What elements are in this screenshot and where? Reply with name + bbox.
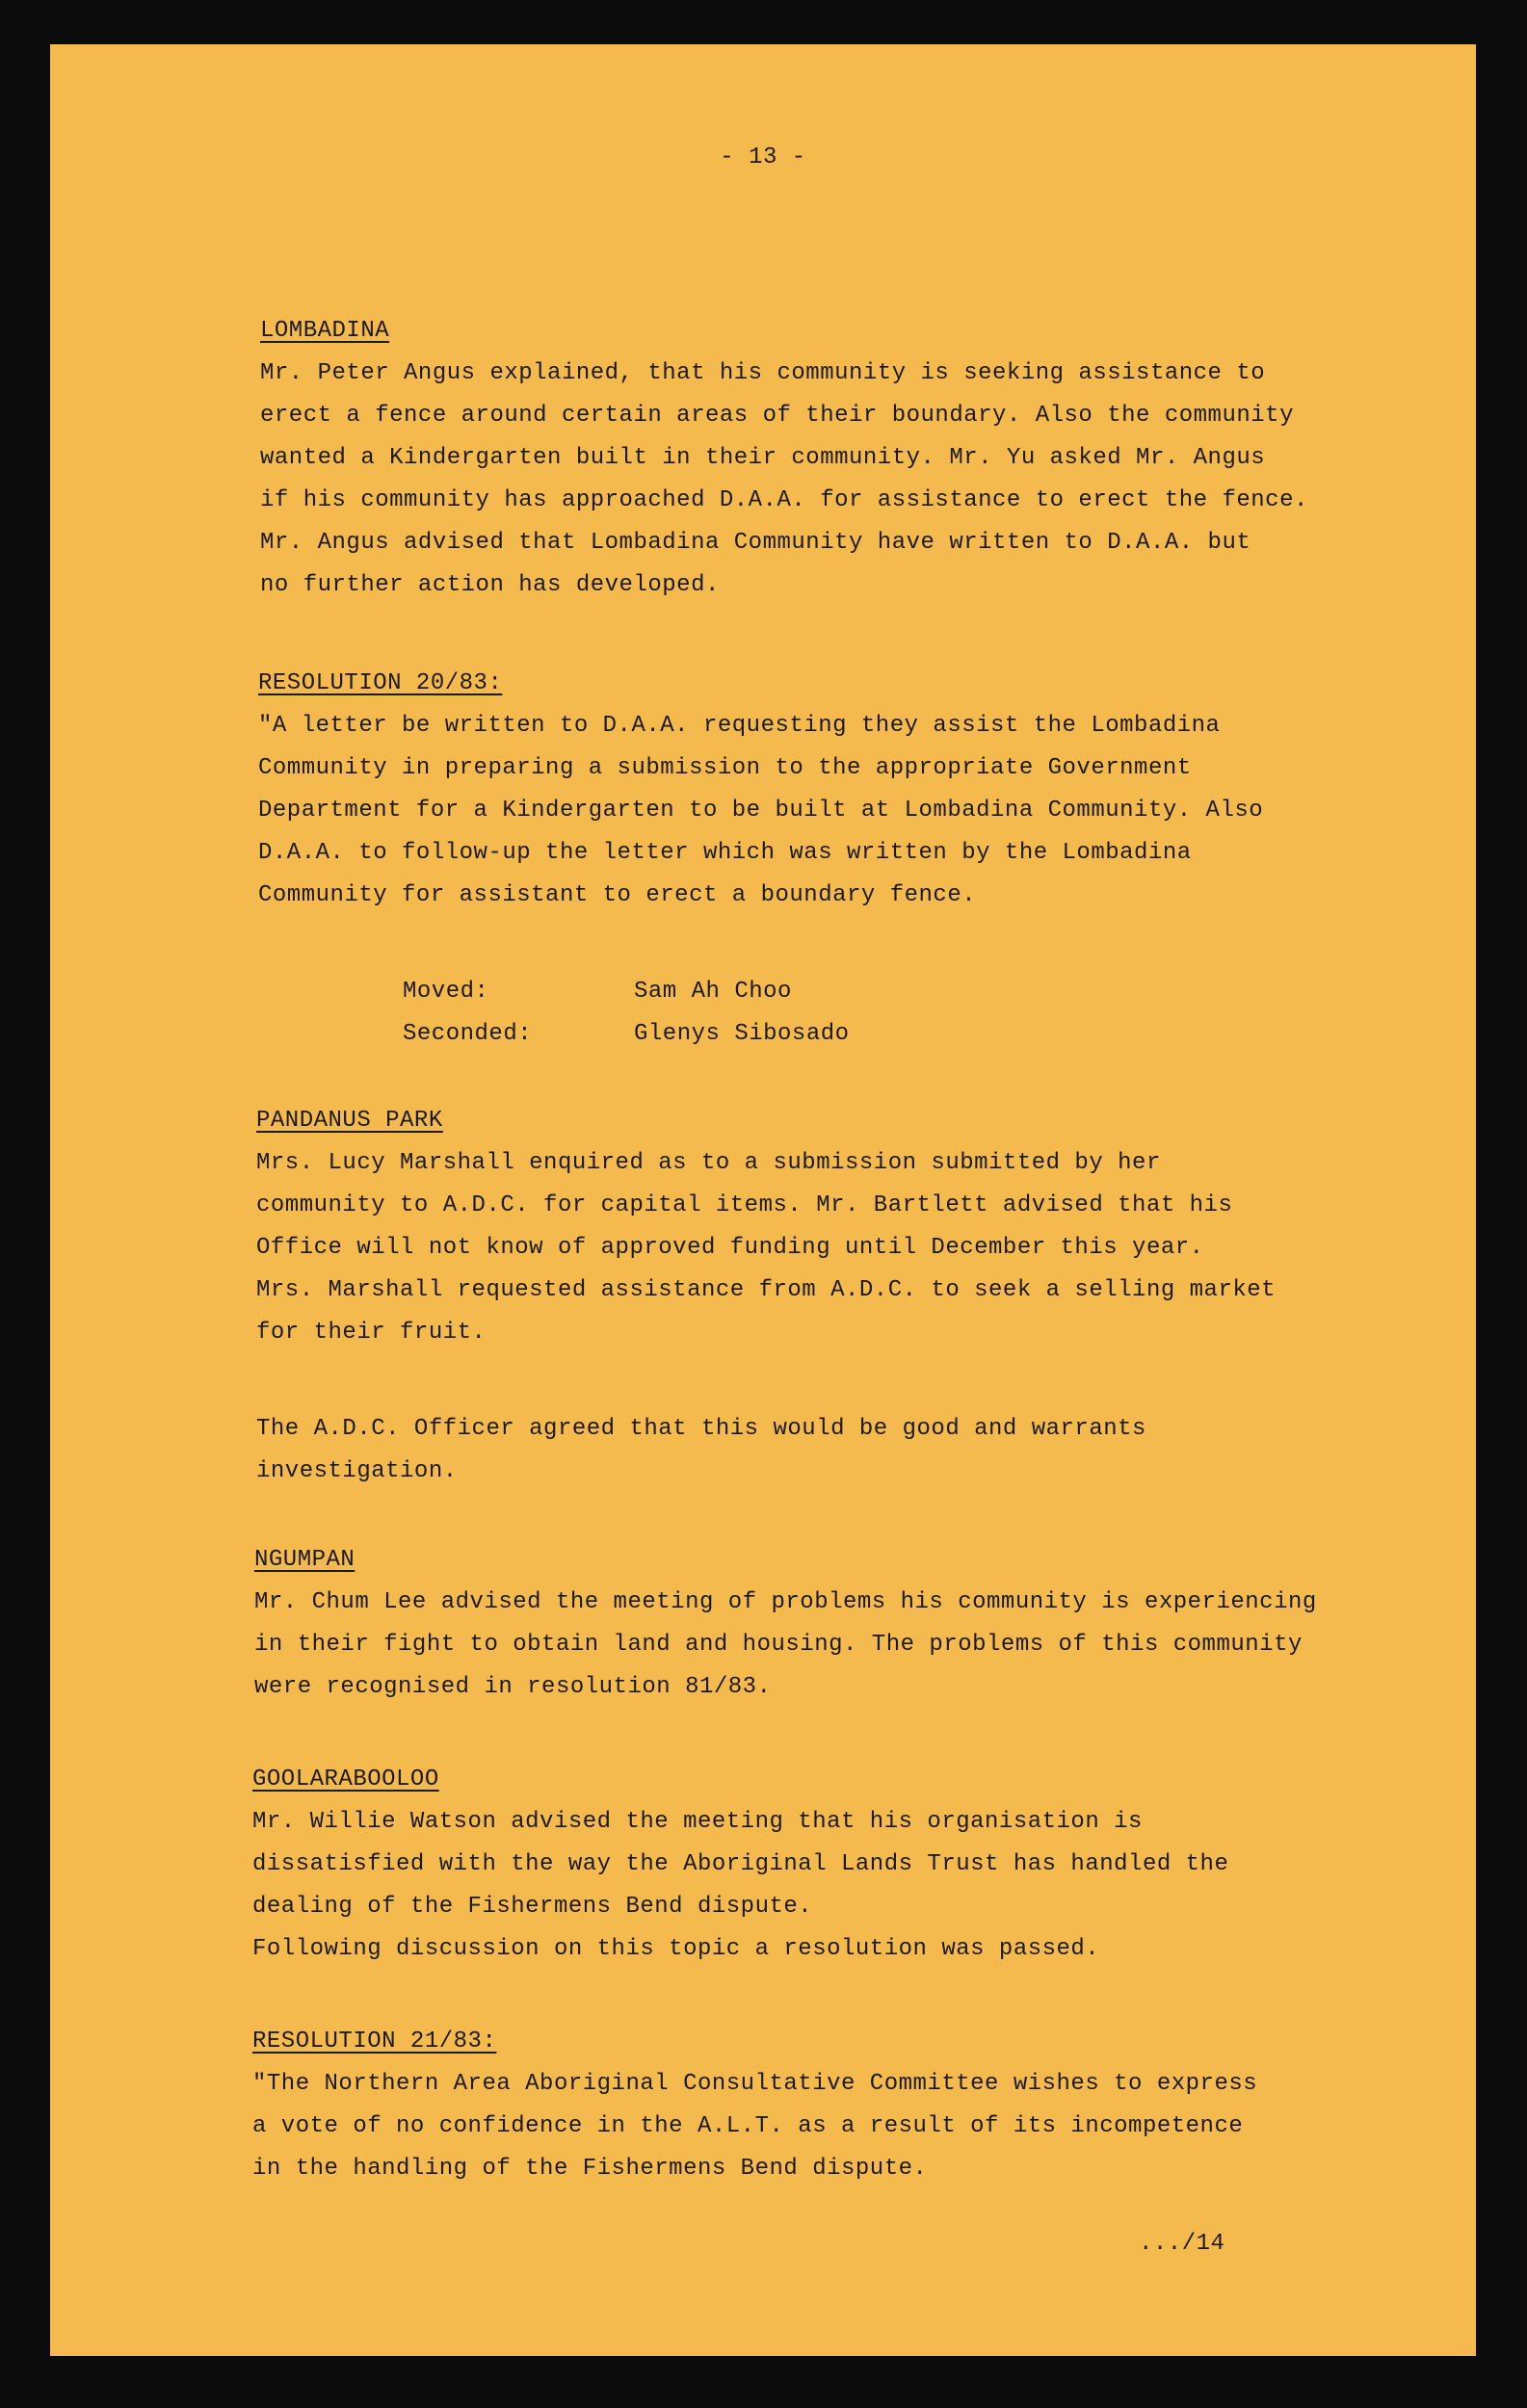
paragraph-line: Community in preparing a submission to the appropriate Government xyxy=(258,755,1192,781)
paragraph-line: Mr. Angus advised that Lombadina Community have written to D.A.A. but xyxy=(260,530,1251,556)
moved-label: Moved: xyxy=(403,979,489,1005)
heading-pandanus-park: PANDANUS PARK xyxy=(256,1108,443,1134)
section-resolution-20 xyxy=(258,663,1263,917)
heading-resolution-21: RESOLUTION 21/83: xyxy=(252,2028,497,2055)
moved-seconded-block xyxy=(403,971,850,1056)
paragraph-line: Mrs. Marshall requested assistance from A.D.C. to seek a selling market xyxy=(256,1277,1277,1303)
seconded-name: Glenys Sibosado xyxy=(634,1021,850,1047)
heading-lombadina: LOMBADINA xyxy=(260,318,390,344)
moved-name: Sam Ah Choo xyxy=(634,979,792,1005)
moved-row xyxy=(403,971,850,1013)
continuation-marker: .../14 xyxy=(1139,2231,1225,2257)
paragraph-line: D.A.A. to follow-up the letter which was written by the Lombadina xyxy=(258,840,1192,866)
heading-goolarabooloo: GOOLARABOOLOO xyxy=(252,1767,439,1793)
paragraph-line: community to A.D.C. for capital items. Mr. Bartlett advised that his xyxy=(256,1192,1233,1218)
paragraph-line: wanted a Kindergarten built in their community. Mr. Yu asked Mr. Angus xyxy=(260,445,1266,471)
paragraph-line: The A.D.C. Officer agreed that this would be good and warrants xyxy=(256,1416,1146,1442)
heading-resolution-20: RESOLUTION 20/83: xyxy=(258,670,503,696)
paragraph-line: if his community has approached D.A.A. for assistance to erect the fence. xyxy=(260,487,1308,513)
document-page xyxy=(50,44,1476,2356)
section-ngumpan xyxy=(254,1539,1317,1709)
section-goolarabooloo xyxy=(252,1759,1228,1971)
paragraph-line: were recognised in resolution 81/83. xyxy=(254,1674,772,1700)
paragraph-line: in their fight to obtain land and housing. The problems of this community xyxy=(254,1632,1303,1658)
section-pandanus-park xyxy=(256,1100,1276,1354)
paragraph-line: "A letter be written to D.A.A. requesting they assist the Lombadina xyxy=(258,713,1221,739)
paragraph-line: in the handling of the Fishermens Bend dispute. xyxy=(252,2156,928,2182)
paragraph-line: dissatisfied with the way the Aboriginal Lands Trust has handled the xyxy=(252,1851,1229,1877)
heading-ngumpan: NGUMPAN xyxy=(254,1547,355,1573)
paragraph-line: no further action has developed. xyxy=(260,572,720,598)
paragraph-line: "The Northern Area Aboriginal Consultative Committee wishes to express xyxy=(252,2071,1258,2097)
paragraph-line: investigation. xyxy=(256,1458,458,1484)
paragraph-line: Mrs. Lucy Marshall enquired as to a submission submitted by her xyxy=(256,1150,1161,1176)
paragraph-line: Mr. Chum Lee advised the meeting of problems his community is experiencing xyxy=(254,1589,1317,1615)
section-pandanus-park-cont xyxy=(256,1408,1146,1493)
paragraph-line: Mr. Peter Angus explained, that his community is seeking assistance to xyxy=(260,360,1266,386)
page-number: - 13 - xyxy=(720,144,806,170)
paragraph-line: Office will not know of approved funding until December this year. xyxy=(256,1235,1204,1261)
paragraph-line: Mr. Willie Watson advised the meeting that his organisation is xyxy=(252,1809,1143,1835)
paragraph-line: for their fruit. xyxy=(256,1320,487,1346)
section-resolution-21 xyxy=(252,2021,1257,2190)
section-lombadina xyxy=(260,310,1308,607)
paragraph-line: a vote of no confidence in the A.L.T. as a result of its incompetence xyxy=(252,2113,1244,2139)
seconded-row xyxy=(403,1013,850,1056)
paragraph-line: Community for assistant to erect a boundary fence. xyxy=(258,882,977,908)
seconded-label: Seconded: xyxy=(403,1021,533,1047)
paragraph-line: Following discussion on this topic a resolution was passed. xyxy=(252,1936,1100,1962)
paragraph-line: Department for a Kindergarten to be built at Lombadina Community. Also xyxy=(258,798,1264,824)
paragraph-line: erect a fence around certain areas of their boundary. Also the community xyxy=(260,403,1294,429)
paragraph-line: dealing of the Fishermens Bend dispute. xyxy=(252,1894,813,1920)
